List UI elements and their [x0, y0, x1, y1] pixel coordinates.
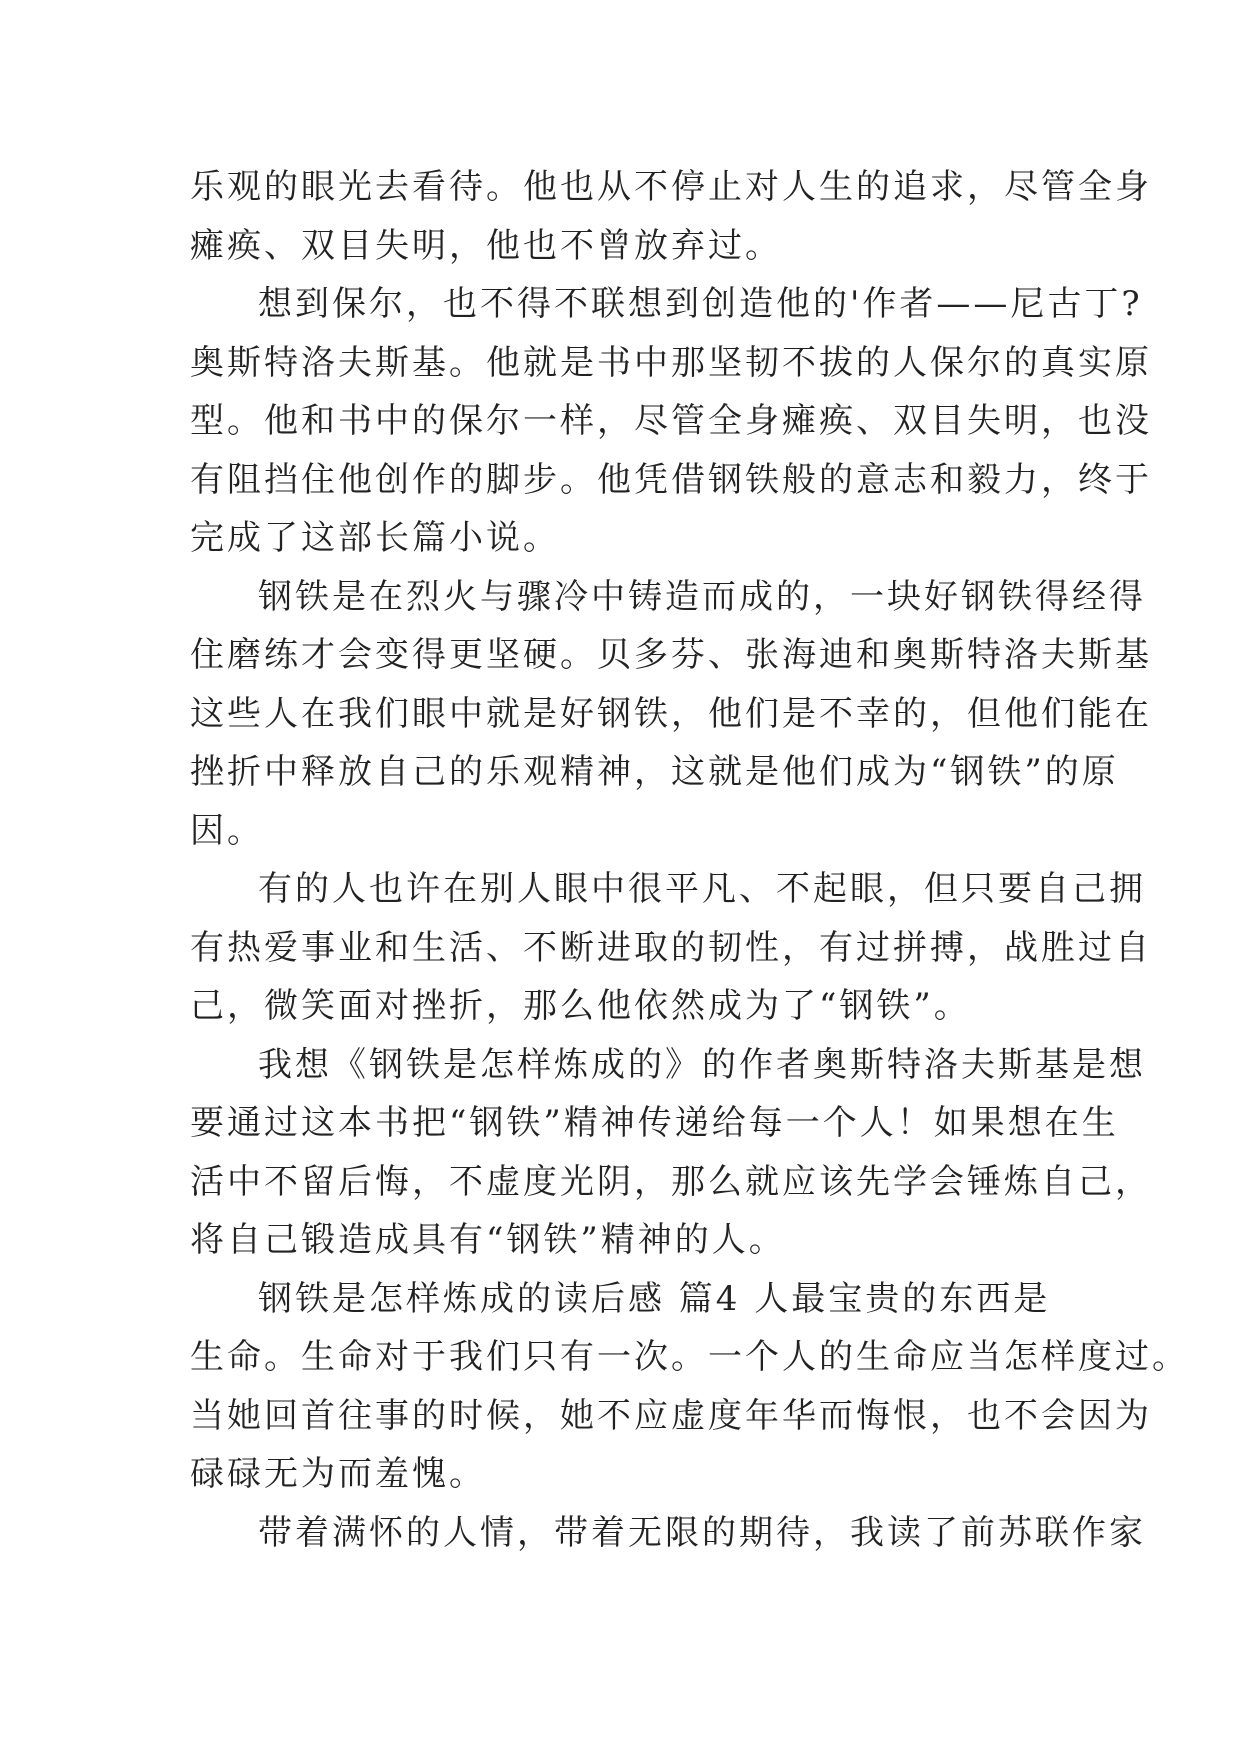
text-line: 要通过这本书把“钢铁”精神传递给每一个人！如果想在生 — [190, 1103, 1119, 1143]
text-line: 碌碌无为而羞愧。 — [190, 1454, 486, 1494]
text-line: 这些人在我们眼中就是好钢铁，他们是不幸的，但他们能在 — [190, 693, 1152, 734]
paragraph-first-line: 带着满怀的人情，带着无限的期待，我读了前苏联作家 — [258, 1512, 1146, 1553]
text-line: 有热爱事业和生活、不断进取的韧性，有过拼搏，战胜过自 — [190, 927, 1152, 968]
text-line: 奥斯特洛夫斯基。他就是书中那坚韧不拔的人保尔的真实原 — [190, 342, 1152, 383]
paragraph-first-line: 有的人也许在别人眼中很平凡、不起眼，但只要自己拥 — [258, 869, 1146, 909]
paragraph-first-line: 我想《钢铁是怎样炼成的》的作者奥斯特洛夫斯基是想 — [258, 1044, 1146, 1085]
text-line: 型。他和书中的保尔一样，尽管全身瘫痪、双目失明，也没 — [190, 401, 1152, 441]
text-line: 将自己锻造成具有“钢铁”精神的人。 — [190, 1220, 786, 1260]
text-line: 完成了这部长篇小说。 — [190, 518, 560, 558]
paragraph-first-line: 钢铁是怎样炼成的读后感 篇4 人最宝贵的东西是 — [258, 1278, 1051, 1319]
text-line: 挫折中释放自己的乐观精神，这就是他们成为“钢铁”的原 — [190, 752, 1119, 792]
body-text — [190, 158, 1189, 1562]
text-line: 乐观的眼光去看待。他也从不停止对人生的追求，尽管全身 — [190, 167, 1152, 207]
text-line: 瘫痪、双目失明，他也不曾放弃过。 — [190, 225, 782, 266]
text-line: 有阻挡住他创作的脚步。他凭借钢铁般的意志和毅力，终于 — [190, 459, 1152, 500]
text-line: 活中不留后悔，不虚度光阴，那么就应该先学会锤炼自己， — [190, 1161, 1152, 1202]
paragraph-first-line: 想到保尔，也不得不联想到创造他的'作者——尼古丁? — [258, 284, 1143, 324]
text-line: 生命。生命对于我们只有一次。一个人的生命应当怎样度过。 — [190, 1337, 1189, 1377]
text-line: 住磨练才会变得更坚硬。贝多芬、张海迪和奥斯特洛夫斯基 — [190, 635, 1152, 675]
text-line: 当她回首往事的时候，她不应虚度年华而悔恨，也不会因为 — [190, 1395, 1152, 1436]
text-line: 因。 — [190, 810, 264, 851]
paragraph-first-line: 钢铁是在烈火与骤冷中铸造而成的，一块好钢铁得经得 — [258, 576, 1146, 617]
text-line: 己，微笑面对挫折，那么他依然成为了“钢铁”。 — [190, 986, 971, 1026]
